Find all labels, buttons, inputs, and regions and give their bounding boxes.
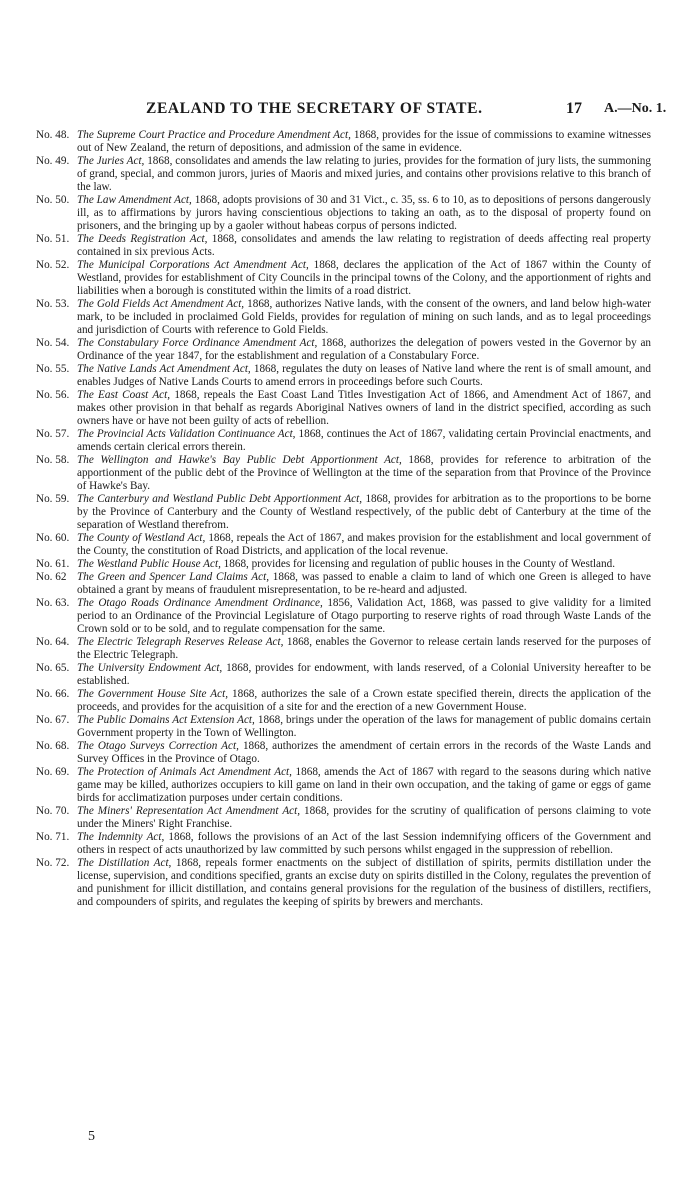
act-entry <box>36 233 651 259</box>
entry-text: 1868, consolidates and amends the law relating to juries, provides for the formation of jury lists, the summoning of grand, special, and common jurors, juries of Maoris and mixed juries, and contains other provisions relative to this branch of the law. <box>77 155 651 193</box>
entry-text: 1868, provides for arbitration as to the proportions to be borne by the Province of Canterbury and the County of Westland respectively, of the public debt of Canterbury at the time of the separation of Westland therefrom. <box>77 493 651 531</box>
entry-number: No. 48. <box>36 129 70 141</box>
entry-text: 1868, provides for reference to arbitration of the apportionment of the public debt of the Province of Wellington at the time of the separation from that Province of the Province of Hawke's Bay. <box>77 454 651 492</box>
act-entry <box>36 636 651 662</box>
entry-text: 1868, provides for the issue of commissions to examine witnesses out of New Zealand, the return of depositions, and admission of the same in evidence. <box>77 129 651 154</box>
page-number: 17 <box>566 100 582 117</box>
entry-number: No. 66. <box>36 688 70 700</box>
act-title: The Gold Fields Act Amendment Act, <box>77 298 245 310</box>
paper-reference: A.—No. 1. <box>604 101 667 116</box>
entry-number: No. 53. <box>36 298 70 310</box>
entry-number: No. 69. <box>36 766 70 778</box>
act-entry <box>36 714 651 740</box>
entry-text: 1868, declares the application of the Act of 1867 within the County of Westland, provides for establishment of City Councils in the principal towns of the Colony, and the apportionment of rights and liabilities when a borough is constituted within the limits of a road district. <box>77 259 651 297</box>
entry-text: 1868, was passed to enable a claim to land of which one Green is alleged to have obtained a grant by means of fraudulent misrepresentation, to be re-heard and adjusted. <box>77 571 651 596</box>
act-title: The Protection of Animals Act Amendment Act, <box>77 766 292 778</box>
signature-mark: 5 <box>88 1129 95 1144</box>
act-entry <box>36 558 651 571</box>
act-title: The Canterbury and Westland Public Debt Apportionment Act, <box>77 493 363 505</box>
entry-text: 1868, consolidates and amends the law relating to registration of deeds affecting real property contained in six previous Acts. <box>77 233 651 258</box>
entry-text: 1868, continues the Act of 1867, validating certain Provincial enactments, and amends certain clerical errors therein. <box>77 428 651 453</box>
entry-text: 1868, adopts provisions of 30 and 31 Vict., c. 35, ss. 6 to 10, as to depositions of persons dangerously ill, as to affirmations by jurors having conscientious objections to taking an oath, as to the disposal of property found on prisoners, and the bringing up by a gaoler without habeas corpus of persons indicted. <box>77 194 652 232</box>
act-entry <box>36 298 651 337</box>
entry-text: 1868, follows the provisions of an Act of the last Session indemnifying officers of the Government and others in respect of acts unauthorized by law committed by such persons whilst engaged in the suppression of rebellion. <box>77 831 651 856</box>
act-title: The Westland Public House Act, <box>77 558 221 570</box>
entry-number: No. 54. <box>36 337 70 349</box>
act-entry <box>36 766 651 805</box>
entry-text: 1868, authorizes the delegation of powers vested in the Governor by an Ordinance of the year 1847, for the establishment and regulation of a Constabulary Force. <box>77 337 652 362</box>
entry-number: No. 59. <box>36 493 70 505</box>
act-title: The Wellington and Hawke's Bay Public Debt Apportionment Act, <box>77 454 402 466</box>
entry-number: No. 60. <box>36 532 70 544</box>
act-title: The Indemnity Act, <box>77 831 165 843</box>
act-title: The Native Lands Act Amendment Act, <box>77 363 251 375</box>
entry-number: No. 63. <box>36 597 70 609</box>
act-entry <box>36 740 651 766</box>
act-entry <box>36 389 651 428</box>
entry-text: 1868, amends the Act of 1867 with regard to the seasons during which native game may be killed, authorizes occupiers to kill game on land in their own occupation, and the taking of game or eggs of game birds for acclimatization purposes under certain conditions. <box>77 766 651 804</box>
act-entry <box>36 597 651 636</box>
entry-number: No. 62 <box>36 571 67 583</box>
entry-number: No. 67. <box>36 714 70 726</box>
act-entry <box>36 493 651 532</box>
entry-number: No. 52. <box>36 259 70 271</box>
entry-text: 1868, provides for the scrutiny of qualification of persons claiming to vote under the Miners' Right Franchise. <box>77 805 651 830</box>
entry-number: No. 56. <box>36 389 70 401</box>
act-entry <box>36 194 651 233</box>
act-entry <box>36 155 651 194</box>
act-title: The Juries Act, <box>77 155 145 167</box>
entry-text: 1868, regulates the duty on leases of Native land where the rent is of small amount, and enables Judges of Native Lands Courts to amend errors in proceedings before such Courts. <box>77 363 651 388</box>
entry-text: 1868, authorizes the sale of a Crown estate specified therein, directs the application of the proceeds, and provides for the acquisition of a site for and the erection of a new Government House. <box>77 688 651 713</box>
entry-text: 1868, authorizes the amendment of certain errors in the records of the Waste Lands and Survey Offices in the Province of Otago. <box>77 740 651 765</box>
entry-number: No. 57. <box>36 428 70 440</box>
entry-text: 1868, provides for licensing and regulation of public houses in the County of Westland. <box>220 558 615 570</box>
act-title: The Distillation Act, <box>77 857 172 869</box>
act-title: The Municipal Corporations Act Amendment Act, <box>77 259 309 271</box>
entry-number: No. 70. <box>36 805 70 817</box>
act-title: The Public Domains Act Extension Act, <box>77 714 255 726</box>
entry-number: No. 72. <box>36 857 70 869</box>
act-entry <box>36 532 651 558</box>
act-title: The Provincial Acts Validation Continuance Act, <box>77 428 296 440</box>
act-title: The Electric Telegraph Reserves Release Act, <box>77 636 284 648</box>
act-entry <box>36 337 651 363</box>
act-title: The Deeds Registration Act, <box>77 233 208 245</box>
entry-number: No. 49. <box>36 155 70 167</box>
act-title: The Law Amendment Act, <box>77 194 192 206</box>
entry-number: No. 51. <box>36 233 70 245</box>
act-entry <box>36 571 651 597</box>
act-title: The Constabulary Force Ordinance Amendment Act, <box>77 337 318 349</box>
entry-text: 1868, repeals the Act of 1867, and makes provision for the establishment and local government of the County, the constitution of Road Districts, and application of the local revenue. <box>77 532 651 557</box>
act-entry <box>36 857 651 909</box>
entry-number: No. 50. <box>36 194 70 206</box>
act-entry <box>36 805 651 831</box>
act-title: The County of Westland Act, <box>77 532 206 544</box>
act-entry <box>36 454 651 493</box>
entry-text: 1868, enables the Governor to release certain lands reserved for the purposes of the Electric Telegraph. <box>77 636 651 661</box>
entry-number: No. 68. <box>36 740 70 752</box>
act-entry <box>36 831 651 857</box>
entry-text: 1868, provides for endowment, with lands reserved, of a Colonial University hereafter to be established. <box>77 662 651 687</box>
entry-number: No. 55. <box>36 363 70 375</box>
page-header <box>0 100 700 120</box>
act-entry <box>36 129 651 155</box>
act-entry <box>36 428 651 454</box>
entry-number: No. 65. <box>36 662 70 674</box>
act-title: The Government House Site Act, <box>77 688 228 700</box>
entry-text: 1868, repeals former enactments on the subject of distillation of spirits, permits distillation under the license, supervision, and conditions specified, grants an excise duty on spirits distilled in the Colony, regulates the prevention of and punishment for illicit distillation, and contains general provisions for the regulation of the business of distillers, rectifiers, and compounders of spirits, and regulates the keeping of spirits by brewers and merchants. <box>77 857 651 908</box>
act-entry <box>36 363 651 389</box>
entry-number: No. 71. <box>36 831 70 843</box>
entry-text: 1868, authorizes Native lands, with the consent of the owners, and land below high-water mark, to be included in proclaimed Gold Fields, provides for regulation of mining on such lands, and as to legal proceedings and jurisdiction of Courts with reference to Gold Fields. <box>77 298 652 336</box>
act-entry <box>36 688 651 714</box>
act-title: The Otago Surveys Correction Act, <box>77 740 239 752</box>
entry-number: No. 61. <box>36 558 70 570</box>
act-list <box>36 129 651 909</box>
act-title: The University Endowment Act, <box>77 662 223 674</box>
act-entry <box>36 259 651 298</box>
act-entry <box>36 662 651 688</box>
entry-text: 1868, brings under the operation of the laws for management of public domains certain Government property in the Town of Wellington. <box>77 714 651 739</box>
act-title: The East Coast Act, <box>77 389 171 401</box>
act-title: The Supreme Court Practice and Procedure Amendment Act, <box>77 129 351 141</box>
entry-text: 1856, Validation Act, 1868, was passed to give validity for a limited period to an Ordinance of the Provincial Legislature of Otago purporting to reserve rights of road through Waste Lands of the Crown sold or to be sold, and to regulate compensation for the same. <box>77 597 651 635</box>
entry-number: No. 58. <box>36 454 70 466</box>
act-title: The Green and Spencer Land Claims Act, <box>77 571 270 583</box>
entry-text: 1868, repeals the East Coast Land Titles Investigation Act of 1866, and Amendment Act of 1867, and makes other provision in that behalf as regards Aboriginal Natives owners of land in the district specified, according as such owners have or have not been guilty of acts of rebellion. <box>77 389 651 427</box>
running-title: ZEALAND TO THE SECRETARY OF STATE. <box>146 100 483 117</box>
entry-number: No. 64. <box>36 636 70 648</box>
act-title: The Otago Roads Ordinance Amendment Ordinance, <box>77 597 323 609</box>
act-title: The Miners' Representation Act Amendment Act, <box>77 805 301 817</box>
